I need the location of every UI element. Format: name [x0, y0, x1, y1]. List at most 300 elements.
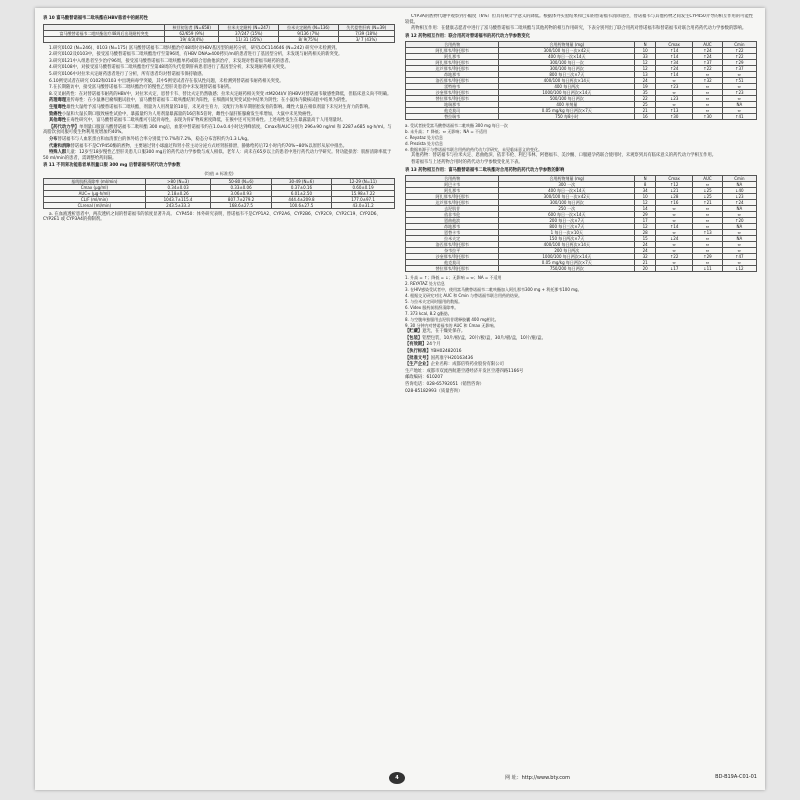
table-cell: 168.6±27.5: [211, 202, 271, 208]
table-cell: 3.06±0.93: [211, 190, 271, 196]
section-text: 单剂量口服富马酸替诺福韦二吡呋酯 300 mg后，血浆中替诺福韦约在1.0±0.4小时达到峰浓度，Cmax和AUC分别为 296±90 ng/ml 和 2287±685 ng·h/ml。与高脂饮食同服可使生物利用度增加约40%。: [43, 124, 392, 136]
info-line: [405, 369, 757, 375]
table-cell: 去羟肌苷: [406, 206, 499, 212]
table-header-cell: Cmax: [656, 176, 693, 182]
table-cell: ↑14: [656, 72, 693, 78]
table-cell: NA: [722, 236, 756, 242]
table-cell: ↑22: [722, 48, 756, 54]
info-label: 【贮藏】: [405, 329, 423, 335]
table-header-cell: 50-80 (N=6): [211, 178, 271, 184]
table-cell: ↑14: [656, 224, 693, 230]
table-cell: ⇔: [693, 108, 722, 114]
table-cell: 茚地那韦: [406, 224, 499, 230]
table-cell: 12: [635, 66, 656, 72]
table-cell: ↓40: [722, 188, 756, 194]
info-value: 028-85182993（质量咨询）: [405, 388, 463, 394]
table-header-cell: 拉米夫定耐药 (N=136): [279, 24, 339, 30]
table-cell: 800 每日三次×7天: [499, 72, 635, 78]
table-cell: ↑37: [693, 60, 722, 66]
section-text: 儿童：12岁至18岁慢性乙型肝炎患儿口服300 mg后的药代动力学参数与成人相似。老年人：尚未在65岁以上的患者中进行药代动力学研究。肾功能损害：肌酐清除率低于50 ml/min的患者，需调整给药间隔。: [43, 150, 392, 161]
table-header-cell: AUC: [693, 176, 722, 182]
paragraph: 3.研究0121中入组患者至少治疗96周，接受富马酸替诺福韦二吡呋酯单药或联合恩曲他滨治疗，未发现对替诺福韦耐药的患者。: [49, 58, 293, 64]
table-note: 3. 在HIV感染受试者中，使用富马酸替诺福韦二吡呋酯加入阿扎那韦300 mg + 利托那韦100 mg。: [405, 287, 582, 293]
table-cell: 600 每日一次×14天: [499, 212, 635, 218]
info-label: 【包装】: [405, 335, 423, 341]
table-cell: ⇔: [693, 212, 722, 218]
table-cell: CL/F (ml/min): [44, 196, 146, 202]
table-cell: 拉米夫定: [406, 236, 499, 242]
table-cell: ⇔: [693, 96, 722, 102]
table-cell: NA: [722, 182, 756, 188]
table-cell: ↑24: [693, 54, 722, 60]
table-cell: ↑22: [722, 54, 756, 60]
paragraph: CYP3A的底物代谢中观察到小幅度（6%）但具有统计学意义的降低。根据体外实验结果和已知的替诺福韦消除途径，替诺福韦与其他药物之间发生CYP450介导的相互作用的可能性较低。: [405, 14, 754, 25]
paragraph: 7.在长期随访中，接受富马酸替诺福韦二吡呋酯治疗的慢性乙型肝炎患者中未发现替诺福韦耐药。: [49, 85, 234, 91]
renal-table-subcaption: (均值 ± 标准差): [204, 170, 234, 176]
table-cell: 37/247 (15%): [219, 30, 279, 36]
table-cell: 3/ 7 (43%): [338, 36, 394, 42]
paragraph: 1.研究0102 (N=246)、0103 (N=175) 富马酸替诺福韦二吡呋酯治疗48周时对HBV基因型的耐药分析，研究LOC114646 (N=242) 研究中未检测到。: [49, 45, 340, 51]
section-text: 替诺福韦与人血浆蛋白和血清蛋白的体外结合率分别低于0.7%和7.2%，稳态分布容积约为1.3 L/kg。: [57, 136, 252, 142]
table-header-cell: Cmin: [722, 176, 756, 182]
table-cell: ↑24: [693, 48, 722, 54]
table-cell: 34: [635, 188, 656, 194]
table-cell: 0.05 mg/kg 每日两次×7天: [499, 260, 635, 266]
info-value: 咨询电话：028-65792051（销售咨询）: [405, 381, 484, 387]
table-cell: 24: [635, 242, 656, 248]
info-value: 企业名称：成都倍特药业股份有限公司: [430, 362, 504, 368]
table-cell: ⇔: [693, 260, 722, 266]
section-text: 小鼠和大鼠长期口服致癌性试验中，暴露量约为人用剂量暴露量的16倍和5倍时，雌性小鼠肝脏腺瘤发生率增加，大鼠中未见致癌性。: [61, 111, 316, 117]
table-cell: ↑14: [656, 48, 693, 54]
table-header-cell: 合用药物: [406, 42, 499, 48]
table-cell: 他克莫司: [406, 260, 499, 266]
leaflet-page: [35, 8, 765, 790]
table-header-cell: 合用药物剂量 (mg): [499, 42, 635, 48]
table-cell: 21: [635, 108, 656, 114]
table-note: e. 数据来源于与替诺福韦联合用药的药代动力学研究，未见临床意义的变化。: [405, 147, 543, 153]
table-cell: 22: [635, 96, 656, 102]
info-line: [405, 356, 757, 362]
info-line: [405, 336, 757, 342]
paragraph: 替诺福韦与上述药物合用时的药代动力学参数变化见下表。: [411, 159, 523, 165]
table-cell: 8: [635, 182, 656, 188]
table13-caption: 表 13 药物相互作用：富马酸替诺福韦二吡呋酯对合用药物的药代动力学参数的影响: [405, 167, 565, 173]
table-cell: ⇔: [693, 84, 722, 90]
table-cell: ⇔: [693, 182, 722, 188]
table-cell: 达芦那韦/利托那韦: [406, 66, 499, 72]
table-cell: 雷特格韦: [406, 84, 499, 90]
section-paragraph: [43, 105, 395, 111]
table-cell: ⇔: [722, 84, 756, 90]
table-cell: 地瑞那韦: [406, 102, 499, 108]
table-cell: 阿扎那韦: [406, 54, 499, 60]
table-cell: 300/100 每日两次: [499, 200, 635, 206]
section-text: 替诺福韦不是CYP450酶的底物，主要通过肾小球滤过和肾小管主动分泌方式经肾脏排泄，静脉给药后72小时内约70%~80%以原形从尿中排出。: [70, 143, 348, 149]
table-cell: 7/39 (18%): [338, 30, 394, 36]
table-cell: 750 每8小时: [499, 114, 635, 120]
table-header-cell: N: [635, 176, 656, 182]
table-cell: ⇔: [656, 212, 693, 218]
table-cell: ⇔: [693, 206, 722, 212]
table-cell: 14: [635, 206, 656, 212]
table-cell: ↓25: [693, 188, 722, 194]
section-paragraph: [43, 144, 395, 150]
table-cell: ↑12: [656, 182, 693, 188]
table-cell: 800 每日三次×7天: [499, 224, 635, 230]
table-cell: AUC∞ (μg·h/ml): [44, 190, 146, 196]
table-cell: ↑37: [722, 66, 756, 72]
table-note: 5. 与拉米夫定同时服用的数据。: [405, 299, 463, 305]
section-paragraph: [43, 150, 395, 161]
table-cell: 阿巴卡韦: [406, 182, 499, 188]
table-cell: 阿扎那韦/利托那韦: [406, 194, 499, 200]
table-header-cell: 合用药物: [406, 176, 499, 182]
section-paragraph: [43, 125, 395, 136]
table-cell: ⇔: [656, 102, 693, 108]
table-cell: ↓17: [656, 266, 693, 272]
table-cell: 400 单剂量: [499, 102, 635, 108]
table-row: [406, 48, 757, 54]
table-header-cell: AUC: [693, 42, 722, 48]
section-title: 分布: [49, 136, 58, 142]
table-cell: 12: [635, 60, 656, 66]
table-header-cell: 失代偿性肝病 (N=39): [338, 24, 394, 30]
info-label: 【生产企业】: [405, 362, 431, 368]
section-title: 致癌性: [49, 111, 62, 117]
table-cell: 43.0±31.2: [332, 202, 395, 208]
table-cell: ⇔: [693, 102, 722, 108]
table-cell: ↑29: [693, 254, 722, 260]
table-cell: 9/136 (7%): [279, 30, 339, 36]
table-cell: ↑22: [656, 254, 693, 260]
table-cell: 177.0±97.1: [332, 196, 395, 202]
table-cell: ↑30: [656, 114, 693, 120]
table-cell: 替拉那韦/利托那韦: [406, 96, 499, 102]
section-text: 雄性大鼠给予富马酸替诺福韦二吡呋酯，剂量为人用剂量的10倍，未见对生育力、交配行为和早期胚胎发育的影响。雌性大鼠在相似剂量下未见对生育力的影响。: [66, 104, 373, 110]
table-row: [406, 266, 757, 272]
page-footer: [35, 772, 765, 786]
paragraph: 其他药物：替诺福韦与拉米夫定、恩曲他滨、依非韦伦、利巴韦林、阿德福韦、美沙酮、口服避孕药联合使用时，未观察到具有临床意义的药代动力学相互作用。: [411, 153, 717, 159]
table-header-cell: 核苷初治者 (N=658): [165, 24, 219, 30]
table-cell: 300/100 每日两次: [499, 66, 635, 72]
section-title: 代谢和消除: [49, 143, 71, 149]
table-cell: 达芦那韦/利托那韦: [406, 200, 499, 206]
table-cell: ↑24: [656, 66, 693, 72]
table10-caption: 表 10 富马酸替诺福韦二吡呋酯在HBV患者中的耐药性: [43, 16, 148, 21]
table-cell: NA: [722, 102, 756, 108]
table-cell: ↑47: [722, 254, 756, 260]
table-cell: 28: [635, 230, 656, 236]
table-row: [406, 254, 757, 260]
table-cell: ⇔: [722, 96, 756, 102]
info-value: 邮政编码：610207: [405, 375, 443, 381]
table-cell: ↓21: [656, 188, 693, 194]
table-note: d. Prezista 处方信息: [405, 141, 444, 147]
table-cell: ⇔: [656, 248, 693, 254]
section-paragraph: [43, 98, 395, 104]
table-cell: 替拉瑞韦: [406, 114, 499, 120]
table-cell: ⇔: [722, 242, 756, 248]
table-row: [406, 66, 757, 72]
table-cell: 19: [635, 84, 656, 90]
right-column: [405, 14, 757, 768]
table-cell: ↓25: [693, 194, 722, 200]
table-cell: ⇔: [656, 78, 693, 84]
table-cell: 200 每日一次×7天: [499, 218, 635, 224]
table-cell: ↑41: [722, 114, 756, 120]
table-cell: ⇔: [656, 242, 693, 248]
table-cell: 15.98±7.22: [332, 190, 395, 196]
renal-table: [43, 178, 395, 209]
table12-caption: 表 12 药物相互作用：联合用药对替诺福韦的药代动力学参数变化: [405, 33, 530, 39]
website-label: 网 址：: [505, 775, 522, 781]
paragraph: 4.研究0108中，对接受富马酸替诺福韦二吡呋酯治疗至第48周的失代偿期肝病患者进行了基因型分析，未发现耐药相关突变。: [49, 65, 289, 71]
table-row: [406, 54, 757, 60]
paragraph: 2.研究0102及0103中，接受富马酸替诺福韦二吡呋酯治疗至第96周，有HBV DNA≥400拷贝/ml的患者进行了基因型分析，未发现与耐药相关的新突变。: [49, 52, 343, 58]
table-cell: 茚地那韦: [406, 72, 499, 78]
table-cell: 20: [635, 266, 656, 272]
table-cell: ↑30: [693, 114, 722, 120]
info-line: [405, 329, 757, 335]
table-cell: ⇔: [693, 248, 722, 254]
table-cell: 沙奎那韦/利托那韦: [406, 254, 499, 260]
table-cell: 1000/100 每日两次×14天: [499, 90, 635, 96]
table-cell: ↑24: [722, 200, 756, 206]
website-url: http://www.bty.com: [521, 775, 570, 781]
table-cell: 沙奎那韦/利托那韦: [406, 90, 499, 96]
table-note: 6. Videx 服药前肌酐清除率。: [405, 305, 459, 311]
table-cell: 400 每日两次: [499, 84, 635, 90]
table-header-cell: >80 (N=3): [145, 178, 211, 184]
section-paragraph: [43, 118, 395, 124]
table-cell: ↑14: [656, 54, 693, 60]
table-cell: Cmax (μg/ml): [44, 184, 146, 190]
table-note: b. 未升高；↑ 降低；⇔ 无影响；NA = 不适用: [405, 129, 487, 135]
table-cell: ↑20: [722, 218, 756, 224]
table-cell: 8/ 9(75%): [279, 36, 339, 42]
table-note: 2. REYATAZ 处方信息: [405, 281, 445, 287]
left-column: [43, 14, 395, 768]
info-label: 【有效期】: [405, 342, 427, 348]
table-cell: ⇔: [693, 236, 722, 242]
table-row: [406, 188, 757, 194]
table-cell: 32: [635, 254, 656, 260]
info-label: 【批准文号】: [405, 355, 431, 361]
table-cell: ↑13: [656, 108, 693, 114]
table-note: 4. 根据交叉研究对比 AUC 和 Cmin 与替诺福韦联合用药的结果。: [405, 293, 522, 299]
info-value: 生产地址：成都市双流西航港空港经济开发区空港四路1166号: [405, 368, 524, 374]
section-text: 遗传毒性：在小鼠淋巴瘤细胞试验中，富马酸替诺福韦二吡呋酯结果为阳性，在细菌回复突变试验中结果为阴性；在小鼠体内微核试验中结果为阴性。: [66, 98, 350, 104]
table-cell: 12: [635, 200, 656, 206]
table-note: 8. 与空腹单独服用去羟肌苷缓释胶囊 400 mg相比。: [405, 317, 499, 323]
table-cell: 恩替卡韦: [406, 230, 499, 236]
table-cell: ⇔: [693, 90, 722, 96]
table-cell: 400 每日一次×14天: [499, 188, 635, 194]
table-row: [406, 200, 757, 206]
info-value: 国药准字H20163436: [430, 355, 474, 361]
paragraph: 8.交叉耐药性：在对替诺福韦耐药的HBV中，对拉米夫定、恩替卡韦、替比夫定仍然敏感；拉米夫定耐药相关突变 rtM204I/V 的HBV对替诺福韦敏感性降低，但临床意义尚不明确。: [49, 91, 392, 97]
table-cell: 富马酸替诺福韦二吡呋酯治疗48周后出现耐药突变: [44, 30, 165, 36]
table-cell: ↑22: [693, 66, 722, 72]
table-cell: 2.18±0.26: [145, 190, 211, 196]
page-number: 4: [389, 772, 405, 784]
table-row: [406, 230, 757, 236]
table-cell: 400/100 每日两次×14天: [499, 242, 635, 248]
table-cell: 17: [635, 218, 656, 224]
table-cell: 13: [635, 72, 656, 78]
table-cell: 444.4±209.8: [271, 196, 331, 202]
table-cell: ↓24: [656, 236, 693, 242]
table-cell: NA: [722, 224, 756, 230]
table-cell: 他克莫司: [406, 108, 499, 114]
table-header-cell: 基线肌酐清除率 (ml/min): [44, 178, 146, 184]
info-line: [405, 362, 757, 368]
table-note: c. Reyataz 处方信息: [405, 135, 444, 141]
table-cell: 24: [635, 248, 656, 254]
table-cell: ⇔: [656, 218, 693, 224]
table-cell: 0.05 mg/kg 每日两次×7天: [499, 108, 635, 114]
table-cell: 替拉那韦/利托那韦: [406, 266, 499, 272]
table-row: [406, 114, 757, 120]
table-cell: 21: [635, 260, 656, 266]
table-cell: 750/200 每日两次: [499, 266, 635, 272]
table-cell: 阿扎那韦/利托那韦: [406, 60, 499, 66]
table-cell: ⇔: [693, 224, 722, 230]
table-cell: 1043.7±115.4: [145, 196, 211, 202]
table-cell: ↑23: [722, 90, 756, 96]
table-note: a. 受试者接受富马酸替诺福韦二吡呋酯 300 mg 每日一次: [405, 123, 508, 129]
left-tail-text: a. 在血液透析患者中，两次透析之间的替诺福韦的浓度显著升高。 CYP450：体外研究表明，替诺福韦不是CYP1A2、CYP2A6、CYP2B6、CYP2C9、CYP2C19、CYP2D6、CYP2E1 或 CYP3A4的抑制剂。: [43, 211, 381, 223]
paragraph: 6.10例受试者在研究 0102和0103 中出现病毒学突破，其中5例受试者存在依从性问题，未检测到替诺福韦耐药相关突变。: [49, 78, 284, 84]
table-cell: 10: [635, 48, 656, 54]
table-cell: 62/659 (9%): [165, 30, 219, 36]
table-cell: 0.37±0.16: [271, 184, 331, 190]
table-cell: 依非韦伦: [406, 212, 499, 218]
table-cell: ⇔: [722, 260, 756, 266]
table-cell: ⇔: [656, 90, 693, 96]
table-cell: 阿扎那韦/利托那韦: [406, 48, 499, 54]
info-value: 铝塑包装，10片/板/盒，20片/板/盒，30片/板/盒，10片/瓶/盒。: [422, 335, 546, 341]
table-cell: 807.7±279.2: [211, 196, 271, 202]
table-cell: 33: [635, 54, 656, 60]
info-value: YBH02482016: [430, 348, 462, 354]
table-cell: NA: [722, 206, 756, 212]
section-title: 【药代动力学】: [49, 124, 80, 130]
table-row: [406, 60, 757, 66]
table-cell: ↓12: [722, 266, 756, 272]
table-cell: 25: [635, 102, 656, 108]
table-note: 7. 373 kcal, 8.2 g脂肪。: [405, 311, 452, 317]
table-header-cell: 合用药物剂量 (mg): [499, 176, 635, 182]
table-cell: 300/100 每日一次×42天: [499, 194, 635, 200]
table-note: 1. 升高 = ↑；降低 = ↓；无影响 = ⇔；NA = 不适用: [405, 275, 502, 281]
table-header-cell: 12-29 (N=11): [332, 178, 395, 184]
table-row: [44, 202, 395, 208]
table-header-cell: 30-49 (N=6): [271, 178, 331, 184]
table-cell: 洛匹那韦/利托那韦: [406, 242, 499, 248]
table-row: [406, 78, 757, 84]
section-paragraph: [43, 137, 395, 143]
table-cell: 0.60±0.19: [332, 184, 395, 190]
table-cell: 35: [635, 90, 656, 96]
table13: [405, 175, 757, 272]
info-label: 【执行标准】: [405, 348, 431, 354]
table-cell: ↑13: [693, 230, 722, 236]
renal-table-caption: 表 11 不同肾功能患者单剂量口服 300 mg 后替诺福韦药代动力学参数: [43, 163, 181, 169]
table-cell: ⇔: [722, 108, 756, 114]
table-cell: ⇔: [693, 242, 722, 248]
table-cell: 500/100 每日两次: [499, 96, 635, 102]
table-cell: ↓11: [693, 266, 722, 272]
table-cell: CLrenal (ml/min): [44, 202, 146, 208]
table-cell: 12: [635, 224, 656, 230]
section-title: 药理毒理: [49, 98, 67, 104]
section-title: 特殊人群: [49, 150, 67, 156]
table-cell: ⇔: [656, 260, 693, 266]
table-cell: ↑34: [656, 60, 693, 66]
info-line: [405, 382, 757, 388]
info-value: 24个月: [426, 342, 441, 348]
table-cell: ⇔: [656, 206, 693, 212]
table-cell: 24: [635, 78, 656, 84]
table-header-cell: Cmax: [656, 42, 693, 48]
website: [505, 774, 570, 781]
table-cell: 19/ 4/3(4%): [165, 36, 219, 42]
table-cell: 10: [635, 194, 656, 200]
table-cell: ↓23: [722, 194, 756, 200]
section-title: 生殖毒性: [49, 104, 67, 110]
table12: [405, 41, 757, 120]
table-cell: 300/100 每日一次: [499, 60, 635, 66]
table-cell: ↑21: [693, 200, 722, 206]
table-cell: ↑23: [656, 84, 693, 90]
table-cell: 250 一次: [499, 206, 635, 212]
paragraph: 5.研究0106中对拉米夫定耐药患者进行了分析，所有患者均对替诺福韦保持敏感。: [49, 71, 206, 77]
table-cell: 16: [635, 114, 656, 120]
section-title: 其他毒性: [49, 118, 67, 124]
paragraph: 药物相互作用：在健康志愿者中进行了富马酸替诺福韦二吡呋酯与其他药物的相互作用研究，下表分别列出了联合用药对替诺福韦和替诺福韦对联合用药药代动力学参数的影响。: [411, 26, 747, 32]
table-cell: 0.33±0.06: [211, 184, 271, 190]
table-cell: ⇔: [722, 212, 756, 218]
document-code: BD-B19A-C01-01: [715, 774, 757, 780]
table-header-cell: 拉米夫定耐药 (N=247): [219, 24, 279, 30]
table-cell: 200 每日两次: [499, 248, 635, 254]
table-cell: 100.6±27.5: [271, 202, 331, 208]
table-header-cell: N: [635, 42, 656, 48]
table-cell: 150 每日两次×7天: [499, 236, 635, 242]
table-cell: ⇔: [722, 72, 756, 78]
table-cell: ↓23: [656, 96, 693, 102]
table-cell: 400/100 每日两次×14天: [499, 78, 635, 84]
info-value: 遮光，在干燥处保存。: [422, 329, 466, 335]
table-cell: ⇔: [693, 218, 722, 224]
table-cell: 1 每日一次×10天: [499, 230, 635, 236]
table-cell: ↑51: [722, 78, 756, 84]
table-cell: 0.34±0.03: [145, 184, 211, 190]
table-cell: 恩曲他滨: [406, 218, 499, 224]
table-cell: 29: [635, 212, 656, 218]
table-cell: 阿扎那韦: [406, 188, 499, 194]
table-cell: 243.5±33.3: [145, 202, 211, 208]
table-cell: 1000/100 每日两次×14天: [499, 254, 635, 260]
table-cell: 洛匹那韦/利托那韦: [406, 78, 499, 84]
table-cell: ↑32: [693, 78, 722, 84]
table-row: [406, 194, 757, 200]
table-row: [44, 36, 395, 42]
table-cell: [44, 36, 165, 42]
section-text: 在毒性研究中，富马酸替诺福韦二吡呋酯可引起骨毒性，表现为骨矿物质密度降低，在猴中还可见肾毒性。上述毒性发生在暴露量高于人用剂量时。: [66, 118, 346, 124]
